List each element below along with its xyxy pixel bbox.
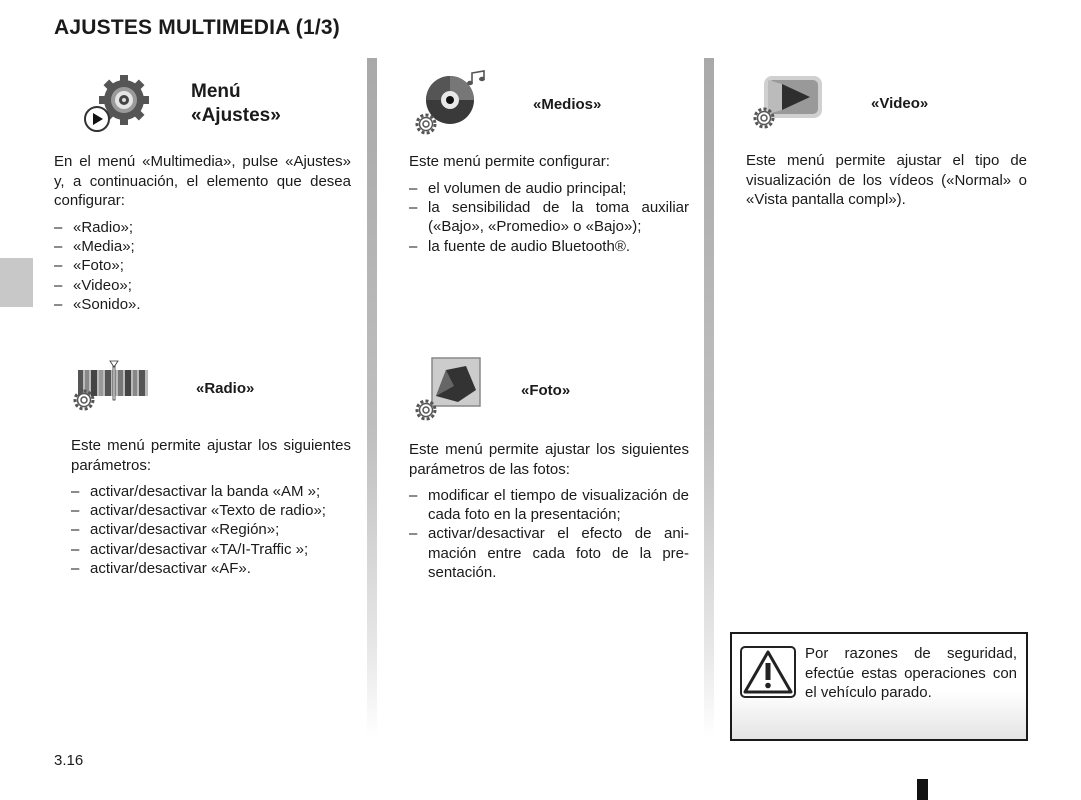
menu-ajustes-list — [54, 218, 351, 314]
photo-gear-icon — [410, 356, 485, 431]
radio-heading: «Radio» — [196, 380, 255, 397]
menu-ajustes-intro: En el menú «Multimedia», pulse «Ajustes» y, a continuación, el elemento que desea configurar: — [54, 153, 351, 209]
list-item: – el volumen de audio principal; — [409, 179, 689, 198]
list-item: – activar/desactivar el efecto de animación entre cada foto de la presentación. — [409, 524, 689, 582]
page-number: 3.16 — [54, 752, 84, 769]
column-divider-left — [367, 58, 377, 738]
foto-heading: «Foto» — [521, 382, 571, 399]
list-item: – activar/desactivar «TA/I-Traffic »; — [71, 540, 351, 559]
column-divider-right — [704, 58, 714, 738]
list-item: – «Media»; — [54, 237, 351, 256]
list-item: – «Radio»; — [54, 218, 351, 237]
warning-triangle-icon — [740, 646, 796, 703]
settings-gear-play-icon — [82, 74, 154, 139]
list-item: – «Video»; — [54, 276, 351, 295]
chapter-tab — [0, 258, 33, 307]
page-edge-mark — [917, 779, 928, 800]
menu-ajustes-heading-line2: «Ajustes» — [191, 105, 281, 126]
list-item: – modificar el tiempo de visualización de cada foto en la presentación; — [409, 486, 689, 524]
list-item: – activar/desactivar la banda «AM »; — [71, 482, 351, 501]
safety-warning-box — [730, 632, 1028, 741]
media-disc-gear-icon — [410, 68, 492, 143]
safety-warning-text: Por razones de seguridad, efectúe estas operaciones con el vehículo parado. — [805, 645, 1017, 701]
list-item: – la sensibilidad de la toma auxiliar («Bajo», «Promedio» o «Bajo»); — [409, 198, 689, 236]
video-intro: Este menú permite ajustar el tipo de visualización de los vídeos («Normal» o «Vista pantalla compl»). — [746, 152, 1027, 208]
medios-intro: Este menú permite configurar: — [409, 153, 610, 170]
list-item: – activar/desactivar «Texto de radio»; — [71, 501, 351, 520]
list-item: – «Foto»; — [54, 256, 351, 275]
radio-intro: Este menú permite ajustar los siguientes parámetros: — [71, 437, 351, 474]
list-item: – activar/desactivar «AF». — [71, 559, 351, 578]
list-item: – «Sonido». — [54, 295, 351, 314]
radio-list — [71, 482, 351, 578]
video-screen-gear-icon — [748, 74, 828, 139]
medios-list — [409, 179, 689, 256]
foto-intro: Este menú permite ajustar los siguientes parámetros de las fotos: — [409, 441, 689, 478]
radio-tuner-gear-icon — [70, 360, 152, 421]
menu-ajustes-heading-line1: Menú — [191, 81, 241, 102]
page-title: AJUSTES MULTIMEDIA (1/3) — [54, 16, 340, 39]
list-item: – activar/desactivar «Región»; — [71, 520, 351, 539]
foto-list — [409, 486, 689, 582]
list-item: – la fuente de audio Bluetooth®. — [409, 237, 689, 256]
medios-heading: «Medios» — [533, 96, 602, 113]
video-heading: «Video» — [871, 95, 929, 112]
